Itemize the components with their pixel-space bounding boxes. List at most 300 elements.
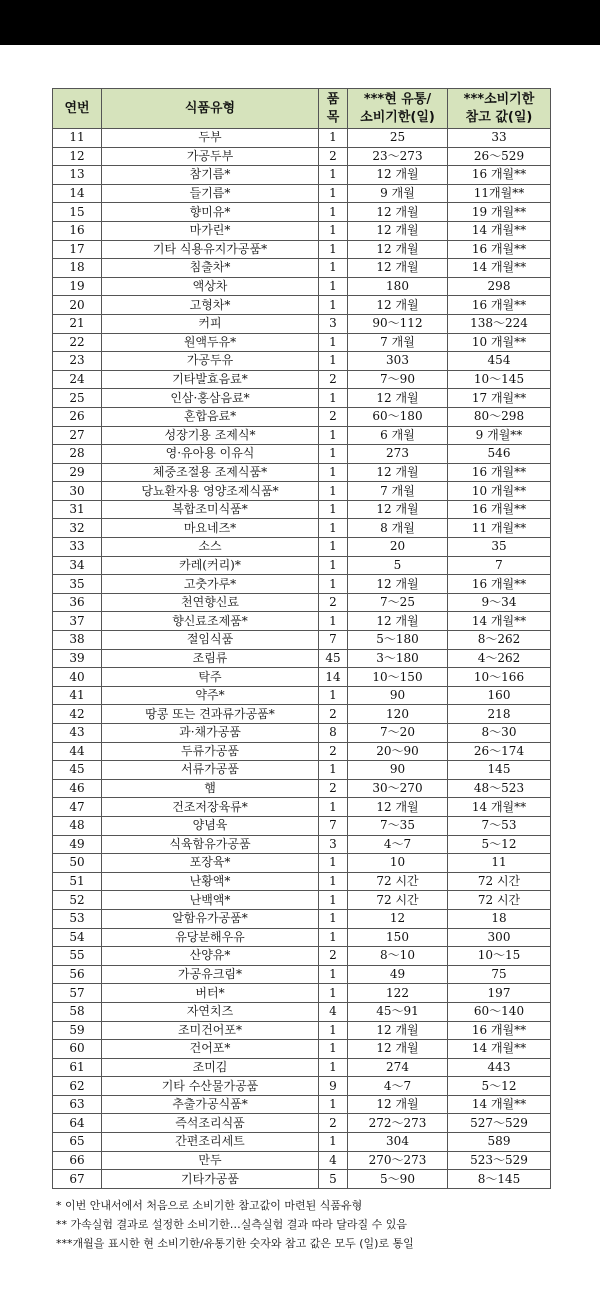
cell-current-shelf-life: 273 (348, 445, 448, 464)
cell-food-type: 양념육 (102, 816, 319, 835)
cell-reference-value: 443 (448, 1058, 551, 1077)
cell-item-count: 2 (319, 779, 348, 798)
table-row (53, 761, 551, 780)
cell-no: 60 (53, 1040, 102, 1059)
cell-food-type: 영·유아용 이유식 (102, 445, 319, 464)
cell-no: 29 (53, 463, 102, 482)
cell-item-count: 2 (319, 370, 348, 389)
cell-reference-value: 11 개월** (448, 519, 551, 538)
cell-item-count: 2 (319, 593, 348, 612)
cell-item-count: 1 (319, 1040, 348, 1059)
table-row (53, 649, 551, 668)
cell-current-shelf-life: 12 개월 (348, 221, 448, 240)
cell-reference-value: 75 (448, 965, 551, 984)
header-item-count-line1: 품 (326, 91, 340, 107)
cell-reference-value: 14 개월** (448, 1095, 551, 1114)
table-header-row (53, 89, 551, 129)
cell-no: 22 (53, 333, 102, 352)
cell-food-type: 만두 (102, 1151, 319, 1170)
cell-current-shelf-life: 12 개월 (348, 1021, 448, 1040)
cell-no: 47 (53, 798, 102, 817)
cell-reference-value: 14 개월** (448, 1040, 551, 1059)
table-row (53, 1170, 551, 1189)
cell-item-count: 1 (319, 798, 348, 817)
cell-item-count: 1 (319, 612, 348, 631)
cell-item-count: 1 (319, 259, 348, 278)
cell-item-count: 1 (319, 166, 348, 185)
cell-no: 53 (53, 909, 102, 928)
cell-food-type: 알함유가공품* (102, 909, 319, 928)
cell-no: 17 (53, 240, 102, 259)
cell-food-type: 당뇨환자용 영양조제식품* (102, 482, 319, 501)
cell-reference-value: 80～298 (448, 407, 551, 426)
cell-no: 32 (53, 519, 102, 538)
cell-current-shelf-life: 20～90 (348, 742, 448, 761)
cell-food-type: 간편조리세트 (102, 1133, 319, 1152)
cell-no: 38 (53, 631, 102, 650)
cell-current-shelf-life: 23～273 (348, 147, 448, 166)
cell-item-count: 2 (319, 947, 348, 966)
cell-food-type: 체중조절용 조제식품* (102, 463, 319, 482)
cell-reference-value: 18 (448, 909, 551, 928)
cell-no: 14 (53, 184, 102, 203)
table-row (53, 166, 551, 185)
cell-item-count: 1 (319, 445, 348, 464)
cell-item-count: 1 (319, 240, 348, 259)
cell-reference-value: 218 (448, 705, 551, 724)
cell-no: 67 (53, 1170, 102, 1189)
cell-current-shelf-life: 7～20 (348, 724, 448, 743)
cell-reference-value: 72 시간 (448, 891, 551, 910)
cell-no: 50 (53, 854, 102, 873)
cell-reference-value: 160 (448, 686, 551, 705)
table-row (53, 426, 551, 445)
cell-item-count: 1 (319, 686, 348, 705)
cell-current-shelf-life: 7 개월 (348, 333, 448, 352)
table-row (53, 668, 551, 687)
table-row (53, 538, 551, 557)
cell-item-count: 1 (319, 352, 348, 371)
cell-food-type: 난백액* (102, 891, 319, 910)
table-row (53, 314, 551, 333)
shelf-life-table (52, 88, 551, 1189)
cell-reference-value: 10 개월** (448, 333, 551, 352)
cell-reference-value: 8～145 (448, 1170, 551, 1189)
cell-item-count: 1 (319, 500, 348, 519)
cell-food-type: 가공두부 (102, 147, 319, 166)
table-row (53, 928, 551, 947)
footnotes (56, 1196, 414, 1253)
table-row (53, 593, 551, 612)
cell-current-shelf-life: 5 (348, 556, 448, 575)
cell-current-shelf-life: 90 (348, 761, 448, 780)
cell-item-count: 1 (319, 296, 348, 315)
cell-food-type: 원액두유* (102, 333, 319, 352)
cell-no: 16 (53, 221, 102, 240)
cell-reference-value: 589 (448, 1133, 551, 1152)
cell-reference-value: 16 개월** (448, 500, 551, 519)
table-row (53, 742, 551, 761)
cell-no: 46 (53, 779, 102, 798)
cell-current-shelf-life: 180 (348, 277, 448, 296)
cell-reference-value: 138～224 (448, 314, 551, 333)
table-row (53, 203, 551, 222)
table-row (53, 705, 551, 724)
cell-no: 59 (53, 1021, 102, 1040)
cell-no: 44 (53, 742, 102, 761)
cell-current-shelf-life: 12 (348, 909, 448, 928)
cell-item-count: 1 (319, 761, 348, 780)
cell-food-type: 건조저장육류* (102, 798, 319, 817)
cell-current-shelf-life: 5～180 (348, 631, 448, 650)
table-row (53, 909, 551, 928)
cell-food-type: 가공두유 (102, 352, 319, 371)
cell-current-shelf-life: 90 (348, 686, 448, 705)
cell-food-type: 천연향신료 (102, 593, 319, 612)
cell-current-shelf-life: 90～112 (348, 314, 448, 333)
cell-item-count: 1 (319, 556, 348, 575)
cell-item-count: 1 (319, 854, 348, 873)
cell-no: 41 (53, 686, 102, 705)
cell-food-type: 과·채가공품 (102, 724, 319, 743)
cell-no: 26 (53, 407, 102, 426)
table-row (53, 854, 551, 873)
table-row (53, 798, 551, 817)
cell-item-count: 1 (319, 333, 348, 352)
cell-no: 31 (53, 500, 102, 519)
cell-reference-value: 14 개월** (448, 612, 551, 631)
cell-reference-value: 14 개월** (448, 221, 551, 240)
table-row (53, 556, 551, 575)
cell-current-shelf-life: 12 개월 (348, 166, 448, 185)
cell-current-shelf-life: 12 개월 (348, 798, 448, 817)
cell-reference-value: 35 (448, 538, 551, 557)
table-row (53, 240, 551, 259)
cell-no: 21 (53, 314, 102, 333)
cell-current-shelf-life: 12 개월 (348, 240, 448, 259)
cell-food-type: 향신료조제품* (102, 612, 319, 631)
table-row (53, 575, 551, 594)
cell-current-shelf-life: 12 개월 (348, 612, 448, 631)
header-food-type: 식품유형 (102, 89, 319, 129)
table-row (53, 612, 551, 631)
cell-item-count: 1 (319, 184, 348, 203)
cell-no: 13 (53, 166, 102, 185)
header-reference-value (448, 89, 551, 129)
cell-no: 39 (53, 649, 102, 668)
cell-item-count: 2 (319, 742, 348, 761)
cell-current-shelf-life: 12 개월 (348, 1095, 448, 1114)
cell-item-count: 1 (319, 1133, 348, 1152)
cell-reference-value: 9～34 (448, 593, 551, 612)
cell-no: 62 (53, 1077, 102, 1096)
header-no: 연번 (53, 89, 102, 129)
cell-item-count: 1 (319, 575, 348, 594)
cell-no: 65 (53, 1133, 102, 1152)
cell-current-shelf-life: 12 개월 (348, 259, 448, 278)
cell-current-shelf-life: 272～273 (348, 1114, 448, 1133)
cell-food-type: 유당분해우유 (102, 928, 319, 947)
cell-food-type: 기타 수산물가공품 (102, 1077, 319, 1096)
cell-no: 64 (53, 1114, 102, 1133)
cell-no: 45 (53, 761, 102, 780)
cell-item-count: 1 (319, 891, 348, 910)
cell-reference-value: 72 시간 (448, 872, 551, 891)
table-row (53, 147, 551, 166)
cell-reference-value: 14 개월** (448, 798, 551, 817)
table-row (53, 389, 551, 408)
table-row (53, 965, 551, 984)
table-row (53, 296, 551, 315)
table-row (53, 1040, 551, 1059)
cell-food-type: 고춧가루* (102, 575, 319, 594)
table-row (53, 500, 551, 519)
cell-reference-value: 14 개월** (448, 259, 551, 278)
cell-food-type: 기타발효음료* (102, 370, 319, 389)
cell-current-shelf-life: 8～10 (348, 947, 448, 966)
cell-no: 18 (53, 259, 102, 278)
table-body (53, 129, 551, 1189)
table-row (53, 333, 551, 352)
cell-reference-value: 10～15 (448, 947, 551, 966)
cell-item-count: 2 (319, 705, 348, 724)
cell-no: 33 (53, 538, 102, 557)
cell-current-shelf-life: 12 개월 (348, 296, 448, 315)
cell-item-count: 1 (319, 277, 348, 296)
cell-food-type: 서류가공품 (102, 761, 319, 780)
cell-no: 11 (53, 129, 102, 148)
footnote-3: ***개월을 표시한 현 소비기한/유통기한 숫자와 참고 값은 모두 (일)로 통일 (56, 1237, 414, 1250)
table-row (53, 1133, 551, 1152)
cell-food-type: 향미유* (102, 203, 319, 222)
cell-item-count: 1 (319, 965, 348, 984)
cell-reference-value: 16 개월** (448, 1021, 551, 1040)
cell-no: 28 (53, 445, 102, 464)
cell-food-type: 건어포* (102, 1040, 319, 1059)
cell-food-type: 들기름* (102, 184, 319, 203)
cell-reference-value: 16 개월** (448, 240, 551, 259)
cell-reference-value: 8～262 (448, 631, 551, 650)
cell-food-type: 성장기용 조제식* (102, 426, 319, 445)
cell-current-shelf-life: 45～91 (348, 1002, 448, 1021)
cell-current-shelf-life: 8 개월 (348, 519, 448, 538)
cell-current-shelf-life: 4～7 (348, 1077, 448, 1096)
cell-item-count: 1 (319, 1021, 348, 1040)
cell-item-count: 1 (319, 984, 348, 1003)
cell-reference-value: 16 개월** (448, 166, 551, 185)
cell-current-shelf-life: 20 (348, 538, 448, 557)
cell-reference-value: 454 (448, 352, 551, 371)
cell-no: 36 (53, 593, 102, 612)
cell-current-shelf-life: 12 개월 (348, 500, 448, 519)
cell-item-count: 9 (319, 1077, 348, 1096)
cell-current-shelf-life: 12 개월 (348, 389, 448, 408)
cell-no: 27 (53, 426, 102, 445)
cell-food-type: 즉석조리식품 (102, 1114, 319, 1133)
cell-current-shelf-life: 270～273 (348, 1151, 448, 1170)
cell-item-count: 14 (319, 668, 348, 687)
cell-reference-value: 26～529 (448, 147, 551, 166)
cell-no: 23 (53, 352, 102, 371)
cell-item-count: 1 (319, 538, 348, 557)
cell-current-shelf-life: 49 (348, 965, 448, 984)
cell-item-count: 45 (319, 649, 348, 668)
table-row (53, 816, 551, 835)
cell-reference-value: 523～529 (448, 1151, 551, 1170)
cell-item-count: 1 (319, 909, 348, 928)
cell-current-shelf-life: 274 (348, 1058, 448, 1077)
cell-item-count: 7 (319, 631, 348, 650)
cell-item-count: 5 (319, 1170, 348, 1189)
cell-reference-value: 17 개월** (448, 389, 551, 408)
cell-no: 42 (53, 705, 102, 724)
cell-reference-value: 60～140 (448, 1002, 551, 1021)
table-row (53, 129, 551, 148)
cell-reference-value: 300 (448, 928, 551, 947)
cell-current-shelf-life: 303 (348, 352, 448, 371)
cell-reference-value: 546 (448, 445, 551, 464)
table-row (53, 1002, 551, 1021)
cell-no: 55 (53, 947, 102, 966)
table-row (53, 221, 551, 240)
cell-reference-value: 16 개월** (448, 463, 551, 482)
cell-item-count: 1 (319, 221, 348, 240)
cell-no: 19 (53, 277, 102, 296)
cell-item-count: 4 (319, 1151, 348, 1170)
cell-food-type: 소스 (102, 538, 319, 557)
cell-item-count: 1 (319, 426, 348, 445)
cell-food-type: 복합조미식품* (102, 500, 319, 519)
cell-item-count: 1 (319, 463, 348, 482)
cell-food-type: 혼합음료* (102, 407, 319, 426)
cell-reference-value: 16 개월** (448, 575, 551, 594)
cell-item-count: 1 (319, 928, 348, 947)
header-current-line1: ***현 유통/ (363, 91, 432, 107)
cell-current-shelf-life: 120 (348, 705, 448, 724)
cell-reference-value: 9 개월** (448, 426, 551, 445)
cell-item-count: 1 (319, 1058, 348, 1077)
table-row (53, 947, 551, 966)
cell-reference-value: 10 개월** (448, 482, 551, 501)
table-row (53, 352, 551, 371)
cell-item-count: 8 (319, 724, 348, 743)
cell-no: 57 (53, 984, 102, 1003)
cell-food-type: 커피 (102, 314, 319, 333)
cell-food-type: 조미김 (102, 1058, 319, 1077)
cell-food-type: 가공유크림* (102, 965, 319, 984)
table-row (53, 370, 551, 389)
cell-food-type: 참기름* (102, 166, 319, 185)
cell-reference-value: 8～30 (448, 724, 551, 743)
table-row (53, 277, 551, 296)
table-row (53, 184, 551, 203)
table-row (53, 1077, 551, 1096)
cell-reference-value: 5～12 (448, 835, 551, 854)
table-row (53, 1095, 551, 1114)
cell-reference-value: 10～145 (448, 370, 551, 389)
footnote-2: ** 가속실험 결과로 설정한 소비기한…실측실험 결과 따라 달라질 수 있음 (56, 1218, 407, 1231)
cell-no: 49 (53, 835, 102, 854)
cell-reference-value: 26～174 (448, 742, 551, 761)
cell-item-count: 3 (319, 314, 348, 333)
cell-reference-value: 16 개월** (448, 296, 551, 315)
cell-no: 24 (53, 370, 102, 389)
table-row (53, 872, 551, 891)
cell-reference-value: 48～523 (448, 779, 551, 798)
cell-reference-value: 11 (448, 854, 551, 873)
cell-current-shelf-life: 7～25 (348, 593, 448, 612)
cell-food-type: 기타 식용유지가공품* (102, 240, 319, 259)
cell-reference-value: 7～53 (448, 816, 551, 835)
cell-reference-value: 298 (448, 277, 551, 296)
cell-no: 66 (53, 1151, 102, 1170)
cell-reference-value: 11개월** (448, 184, 551, 203)
cell-no: 25 (53, 389, 102, 408)
table-row (53, 835, 551, 854)
cell-current-shelf-life: 10 (348, 854, 448, 873)
cell-food-type: 산양유* (102, 947, 319, 966)
cell-item-count: 7 (319, 816, 348, 835)
cell-food-type: 마요네즈* (102, 519, 319, 538)
cell-item-count: 1 (319, 389, 348, 408)
cell-no: 63 (53, 1095, 102, 1114)
cell-item-count: 1 (319, 129, 348, 148)
header-reference-line2: 참고 값(일) (465, 109, 533, 125)
table-row (53, 482, 551, 501)
header-current-line2: 소비기한(일) (360, 109, 435, 125)
cell-food-type: 땅콩 또는 견과류가공품* (102, 705, 319, 724)
cell-current-shelf-life: 7 개월 (348, 482, 448, 501)
cell-reference-value: 5～12 (448, 1077, 551, 1096)
cell-food-type: 추출가공식품* (102, 1095, 319, 1114)
cell-item-count: 2 (319, 1114, 348, 1133)
cell-food-type: 절임식품 (102, 631, 319, 650)
cell-food-type: 난황액* (102, 872, 319, 891)
cell-item-count: 3 (319, 835, 348, 854)
cell-food-type: 액상차 (102, 277, 319, 296)
cell-current-shelf-life: 7～35 (348, 816, 448, 835)
cell-current-shelf-life: 12 개월 (348, 575, 448, 594)
cell-no: 20 (53, 296, 102, 315)
cell-no: 34 (53, 556, 102, 575)
cell-reference-value: 19 개월** (448, 203, 551, 222)
cell-current-shelf-life: 6 개월 (348, 426, 448, 445)
table-row (53, 519, 551, 538)
header-reference-line1: ***소비기한 (463, 91, 535, 107)
header-item-count (319, 89, 348, 129)
cell-current-shelf-life: 304 (348, 1133, 448, 1152)
cell-reference-value: 4～262 (448, 649, 551, 668)
table-row (53, 259, 551, 278)
cell-food-type: 두류가공품 (102, 742, 319, 761)
top-black-bar (0, 0, 600, 45)
table-row (53, 463, 551, 482)
table-row (53, 631, 551, 650)
cell-food-type: 탁주 (102, 668, 319, 687)
cell-no: 43 (53, 724, 102, 743)
cell-current-shelf-life: 12 개월 (348, 1040, 448, 1059)
cell-no: 12 (53, 147, 102, 166)
cell-food-type: 식육함유가공품 (102, 835, 319, 854)
table-row (53, 1151, 551, 1170)
cell-food-type: 침출차* (102, 259, 319, 278)
table-row (53, 724, 551, 743)
cell-current-shelf-life: 7～90 (348, 370, 448, 389)
footnote-1: * 이번 안내서에서 처음으로 소비기한 참고값이 마련된 식품유형 (56, 1199, 363, 1212)
cell-reference-value: 197 (448, 984, 551, 1003)
cell-no: 37 (53, 612, 102, 631)
cell-current-shelf-life: 72 시간 (348, 872, 448, 891)
